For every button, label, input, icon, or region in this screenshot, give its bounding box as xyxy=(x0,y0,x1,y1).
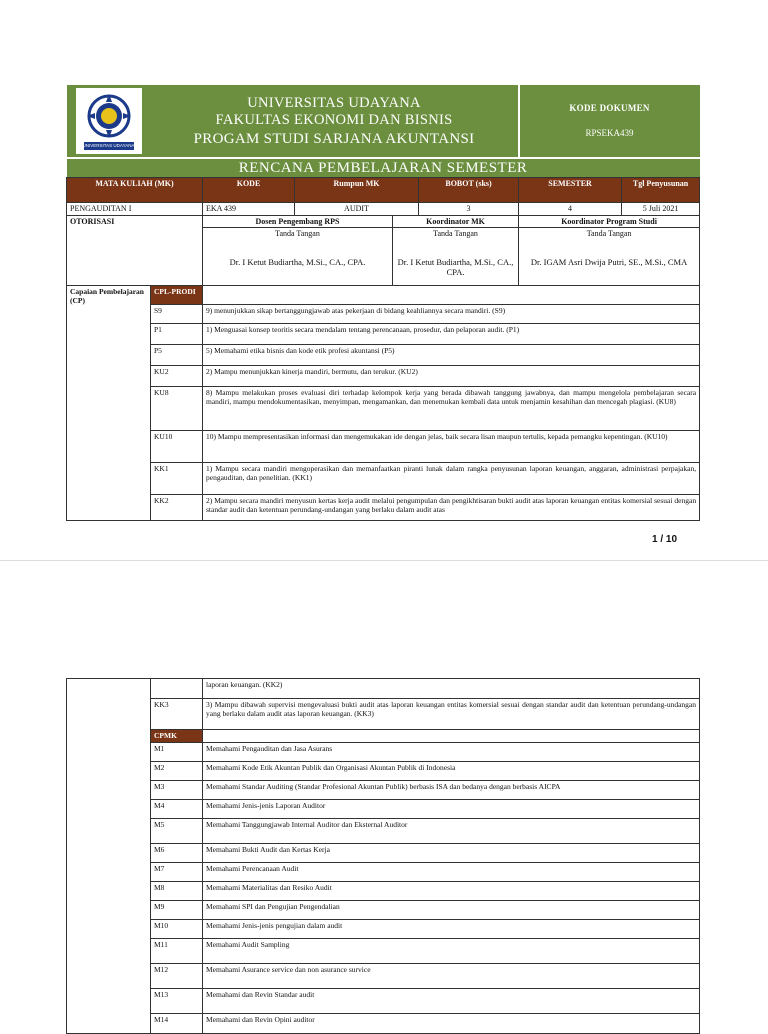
cpl-code: KU8 xyxy=(151,387,203,431)
col-header-tgl: Tgl Penyusunan xyxy=(622,178,700,203)
kode-dokumen-value: RPSEKA439 xyxy=(585,127,634,138)
cpl-text-continued: laporan keuangan. (KK2) xyxy=(203,679,700,699)
cpmk-text: Memahami Perencanaan Audit xyxy=(203,863,700,882)
signer-name-koordinator-prodi: Dr. IGAM Asri Dwija Putri, SE., M.Si., CMA xyxy=(530,256,688,267)
cpmk-text: Memahami Standar Auditing (Standar Profesional Akuntan Publik) berbasis ISA dan bedanya dengan berbasis AICPA xyxy=(203,781,700,800)
cpmk-code: M4 xyxy=(151,800,203,819)
cpmk-code: M14 xyxy=(151,1014,203,1034)
cpmk-code: M8 xyxy=(151,882,203,901)
cpl-text: 10) Mampu mempresentasikan informasi dan mengemukakan ide dengan jelas, baik secara lisan maupun tertulis, kepada pemangku kepentingan. (KU10) xyxy=(203,431,700,463)
col-header-bobot: BOBOT (sks) xyxy=(419,178,519,203)
cpmk-code: M2 xyxy=(151,762,203,781)
logo-cell xyxy=(67,85,151,158)
signature-dosen xyxy=(203,228,393,286)
course-sks: 3 xyxy=(419,203,519,216)
course-rumpun: AUDIT xyxy=(295,203,419,216)
cpmk-header-blank xyxy=(203,730,700,743)
otorisasi-label: OTORISASI xyxy=(67,215,203,286)
course-name: PENGAUDITAN I xyxy=(67,203,203,216)
cpl-text: 2) Mampu menunjukkan kinerja mandiri, bermutu, dan terukur. (KU2) xyxy=(203,366,700,387)
col-header-kode: KODE xyxy=(203,178,295,203)
course-code: EKA 439 xyxy=(203,203,295,216)
cpmk-code: M7 xyxy=(151,863,203,882)
cpmk-text: Memahami Tanggungjawab Internal Auditor dan Eksternal Auditor xyxy=(203,819,700,844)
cpl-text: 1) Mampu secara mandiri mengoperasikan dan memanfaatkan piranti lunak dalam rangka penyusunan laporan keuangan, anggaran, administrasi perpajakan, pengauditan, dan penelitian. (KK1) xyxy=(203,463,700,495)
cp-label: Capaian Pembelajaran (CP) xyxy=(67,286,151,521)
col-header-semester: SEMESTER xyxy=(519,178,622,203)
cpl-header-blank xyxy=(203,286,700,305)
signer-name-dosen: Dr. I Ketut Budiartha, M.Si., CA., CPA. xyxy=(229,256,366,267)
col-header-rumpun: Rumpun MK xyxy=(295,178,419,203)
cpl-code: KU10 xyxy=(151,431,203,463)
cpl-text: 2) Mampu secara mandiri menyusun kertas kerja audit melalui pengumpulan dan pengikhtisaran bukti audit atas laporan keuangan entitas komersial sesuai dengan standar audit dan ketentuan perundang-undangan yang berlaku dalam audit atas xyxy=(203,495,700,521)
faculty-name: FAKULTAS EKONOMI DAN BISNIS xyxy=(215,112,453,129)
signature-koordinator-mk xyxy=(393,228,519,286)
cpl-code: P5 xyxy=(151,345,203,366)
kode-dokumen-label: KODE DOKUMEN xyxy=(569,103,650,113)
page-number: 1 / 10 xyxy=(652,534,678,545)
cpmk-code: M3 xyxy=(151,781,203,800)
logo-text: UNIVERSITAS UDAYANA xyxy=(82,143,135,148)
kode-dokumen-block xyxy=(519,85,700,158)
cpmk-text: Memahami Bukti Audit dan Kertas Kerja xyxy=(203,844,700,863)
cpl-code: KK3 xyxy=(151,699,203,730)
signature-label: Tanda Tangan xyxy=(275,229,320,239)
cpmk-text: Memahami Materialitas dan Resiko Audit xyxy=(203,882,700,901)
cpl-text: 3) Mampu dibawah supervisi mengevaluasi bukti audit atas laporan keuangan entitas komersial sesuai dengan standar audit dan ketentuan perundang-undangan yang berlaku dalam audit atas laporan keuangan. (KK3) xyxy=(203,699,700,730)
program-name: PROGAM STUDI SARJANA AKUNTANSI xyxy=(193,130,475,147)
cpl-code: KK1 xyxy=(151,463,203,495)
cpmk-text: Memahami dan Revin Opini auditor xyxy=(203,1014,700,1034)
cpmk-text: Memahami Jenis-jenis Laporan Auditor xyxy=(203,800,700,819)
cpl-code: P1 xyxy=(151,324,203,345)
institution-block xyxy=(151,85,519,158)
cpl-text: 1) Menguasai konsep teoritis secara mendalam tentang perencanaan, prosedur, dan pelaporan audit. (P1) xyxy=(203,324,700,345)
document-title: RENCANA PEMBELAJARAN SEMESTER xyxy=(67,158,700,178)
signature-label: Tanda Tangan xyxy=(586,229,632,239)
cpl-code-blank xyxy=(151,679,203,699)
cpmk-code: M1 xyxy=(151,743,203,762)
cpmk-code: M10 xyxy=(151,920,203,939)
cpmk-code: M11 xyxy=(151,939,203,964)
course-date: 5 Juli 2021 xyxy=(622,203,700,216)
cpmk-text: Memahami Kode Etik Akuntan Publik dan Organisasi Akuntan Publik di Indonesia xyxy=(203,762,700,781)
cpmk-code: M13 xyxy=(151,989,203,1014)
cpmk-text: Memahami Jenis-jenis pengujian dalam audit xyxy=(203,920,700,939)
cpmk-text: Memahami Pengauditan dan Jasa Asurans xyxy=(203,743,700,762)
role-koordinator-prodi: Koordinator Program Studi xyxy=(519,215,700,228)
rps-table-page-2 xyxy=(66,678,700,1034)
cpmk-code: M12 xyxy=(151,964,203,989)
signer-name-koordinator-mk: Dr. I Ketut Budiartha, M.Si., CA., CPA. xyxy=(397,256,514,277)
cpl-code: KK2 xyxy=(151,495,203,521)
signature-label: Tanda Tangan xyxy=(433,229,478,239)
cpl-text: 9) menunjukkan sikap bertanggungjawab atas pekerjaan di bidang keahliannya secara mandiri. (S9) xyxy=(203,305,700,324)
cp-continued-cell xyxy=(67,679,151,1034)
university-logo xyxy=(76,88,142,154)
cpl-text: 5) Memahami etika bisnis dan kode etik profesi akuntansi (P5) xyxy=(203,345,700,366)
cpmk-text: Memahami dan Revin Standar audit xyxy=(203,989,700,1014)
cpl-code: KU2 xyxy=(151,366,203,387)
cpl-code: S9 xyxy=(151,305,203,324)
university-name: UNIVERSITAS UDAYANA xyxy=(247,95,421,111)
role-dosen: Dosen Pengembang RPS xyxy=(203,215,393,228)
cpl-text: 8) Mampu melakukan proses evaluasi diri terhadap kelompok kerja yang berada dibawah tanggung jawabnya, dan mampu mengelola pembelajaran secara mandiri, mampu mendokumentasikan, menyimpan, mengamankan, dan menemukan kembali data untuk menjamin kesahihan dan mencegah plagiasi. (KU8) xyxy=(203,387,700,431)
cpmk-code: M9 xyxy=(151,901,203,920)
course-semester: 4 xyxy=(519,203,622,216)
col-header-mk: MATA KULIAH (MK) xyxy=(67,178,203,203)
cpmk-text: Memahami Asurance service dan non asurance survice xyxy=(203,964,700,989)
role-koordinator-mk: Koordinator MK xyxy=(393,215,519,228)
cpmk-header: CPMK xyxy=(151,730,203,743)
cpmk-code: M5 xyxy=(151,819,203,844)
cpmk-text: Memahami SPI dan Pengujian Pengendalian xyxy=(203,901,700,920)
cpmk-text: Memahami Audit Sampling xyxy=(203,939,700,964)
cpmk-code: M6 xyxy=(151,844,203,863)
signature-koordinator-prodi xyxy=(519,228,700,286)
rps-table-page-1 xyxy=(66,85,700,521)
cpl-prodi-header: CPL-PRODI xyxy=(151,286,203,305)
